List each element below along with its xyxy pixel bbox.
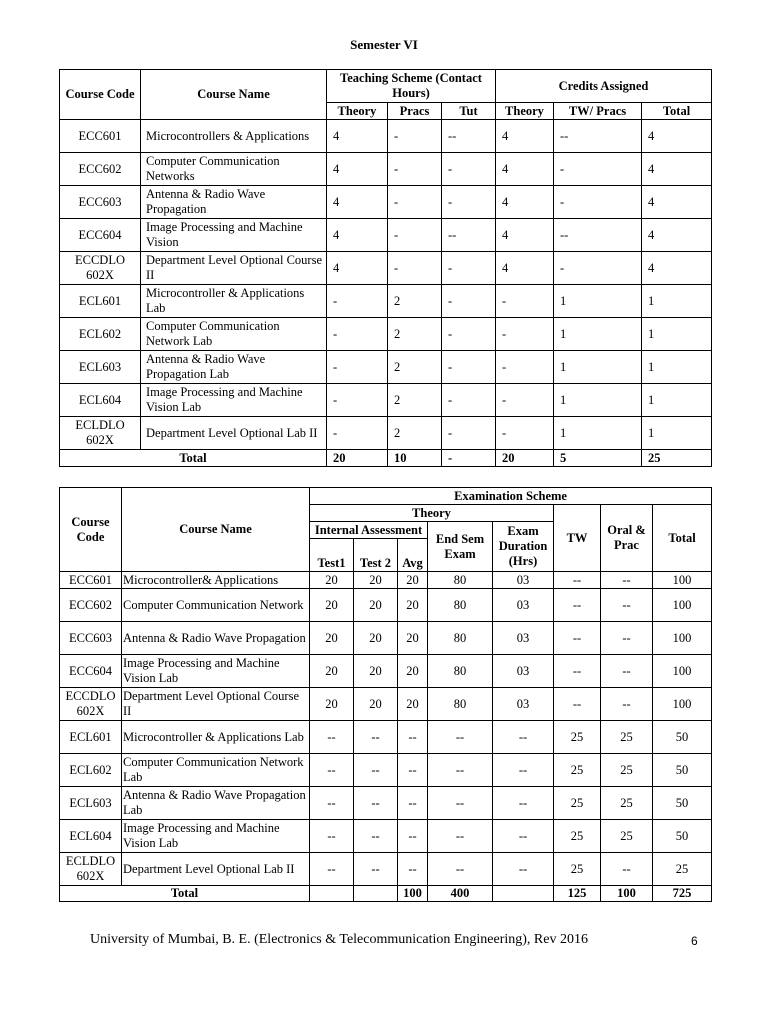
- theory-hours: -: [327, 285, 388, 318]
- oral-prac: --: [601, 655, 653, 688]
- test1: --: [310, 754, 354, 787]
- course-name: Antenna & Radio Wave Propagation: [141, 186, 327, 219]
- total: 50: [653, 721, 712, 754]
- total: 100: [653, 572, 712, 589]
- tw: 25: [554, 853, 601, 886]
- test1: --: [310, 721, 354, 754]
- credit-tw-pracs: 1: [554, 351, 642, 384]
- tut-hours: -: [442, 384, 496, 417]
- test2: --: [354, 721, 398, 754]
- course-code: ECC602: [60, 589, 122, 622]
- course-name: Microcontroller& Applications: [122, 572, 310, 589]
- header-tw-pracs: TW/ Pracs: [554, 103, 642, 120]
- tw: --: [554, 589, 601, 622]
- test1: --: [310, 853, 354, 886]
- credit-tw-pracs: --: [554, 120, 642, 153]
- table-row: [60, 622, 712, 655]
- course-code: ECC603: [60, 622, 122, 655]
- credit-tw-pracs: 1: [554, 384, 642, 417]
- credit-theory: -: [496, 285, 554, 318]
- table-row: [60, 820, 712, 853]
- total2-tw: 125: [554, 886, 601, 902]
- pracs-hours: 2: [388, 351, 442, 384]
- pracs-hours: -: [388, 252, 442, 285]
- credit-theory: 4: [496, 186, 554, 219]
- header-credits-assigned: Credits Assigned: [496, 70, 712, 103]
- credit-theory: -: [496, 384, 554, 417]
- oral-prac: 25: [601, 754, 653, 787]
- course-name: Department Level Optional Course II: [122, 688, 310, 721]
- exam-duration: 03: [493, 572, 554, 589]
- table-row: [60, 351, 712, 384]
- total-credit-total: 25: [642, 450, 712, 467]
- credit-tw-pracs: -: [554, 252, 642, 285]
- test1: 20: [310, 688, 354, 721]
- tut-hours: --: [442, 120, 496, 153]
- tut-hours: -: [442, 252, 496, 285]
- header2-course-code: Course Code: [60, 488, 122, 572]
- credit-total: 1: [642, 318, 712, 351]
- total-credit-theory: 20: [496, 450, 554, 467]
- theory-hours: -: [327, 384, 388, 417]
- table-total-row: [60, 450, 712, 467]
- header-teaching-scheme: Teaching Scheme (Contact Hours): [327, 70, 496, 103]
- test2: --: [354, 787, 398, 820]
- avg: 20: [398, 655, 428, 688]
- end-sem-exam: 80: [428, 655, 493, 688]
- total2-oral: 100: [601, 886, 653, 902]
- tut-hours: --: [442, 219, 496, 252]
- course-code: ECCDLO 602X: [60, 688, 122, 721]
- header-total: Total: [642, 103, 712, 120]
- table-row: [60, 384, 712, 417]
- table-row: [60, 417, 712, 450]
- test2: --: [354, 820, 398, 853]
- test1: --: [310, 787, 354, 820]
- course-name: Computer Communication Network Lab: [122, 754, 310, 787]
- header-credit-theory: Theory: [496, 103, 554, 120]
- header2-oral-prac: Oral & Prac: [601, 505, 653, 572]
- avg: --: [398, 820, 428, 853]
- avg: --: [398, 754, 428, 787]
- oral-prac: --: [601, 589, 653, 622]
- course-code: ECL604: [60, 384, 141, 417]
- header-course-code: Course Code: [60, 70, 141, 120]
- table-row: [60, 655, 712, 688]
- header2-tw: TW: [554, 505, 601, 572]
- course-code: ECC604: [60, 655, 122, 688]
- avg: --: [398, 721, 428, 754]
- tw: 25: [554, 820, 601, 853]
- end-sem-exam: --: [428, 721, 493, 754]
- header2-theory: Theory: [310, 505, 554, 522]
- page-number: 6: [691, 934, 698, 948]
- table-row: [60, 589, 712, 622]
- test2: --: [354, 754, 398, 787]
- credit-tw-pracs: -: [554, 153, 642, 186]
- avg: --: [398, 787, 428, 820]
- total: 100: [653, 589, 712, 622]
- oral-prac: --: [601, 688, 653, 721]
- pracs-hours: -: [388, 153, 442, 186]
- exam-duration: 03: [493, 688, 554, 721]
- table-row: [60, 721, 712, 754]
- pracs-hours: 2: [388, 417, 442, 450]
- total-pracs: 10: [388, 450, 442, 467]
- oral-prac: 25: [601, 721, 653, 754]
- course-code: ECC604: [60, 219, 141, 252]
- exam-duration: --: [493, 754, 554, 787]
- test1: 20: [310, 655, 354, 688]
- course-name: Microcontroller & Applications Lab: [141, 285, 327, 318]
- header2-end-sem: End Sem Exam: [428, 522, 493, 572]
- course-name: Computer Communication Network: [122, 589, 310, 622]
- avg: 20: [398, 688, 428, 721]
- credit-theory: 4: [496, 120, 554, 153]
- course-code: ECCDLO 602X: [60, 252, 141, 285]
- course-name: Computer Communication Networks: [141, 153, 327, 186]
- course-code: ECL601: [60, 285, 141, 318]
- theory-hours: 4: [327, 153, 388, 186]
- course-name: Image Processing and Machine Vision Lab: [122, 820, 310, 853]
- tut-hours: -: [442, 186, 496, 219]
- course-name: Image Processing and Machine Vision: [141, 219, 327, 252]
- header2-course-name: Course Name: [122, 488, 310, 572]
- table-row: [60, 688, 712, 721]
- test2: 20: [354, 688, 398, 721]
- course-name: Antenna & Radio Wave Propagation Lab: [141, 351, 327, 384]
- header2-test1: Test1: [310, 539, 354, 572]
- table-row: [60, 754, 712, 787]
- pracs-hours: 2: [388, 318, 442, 351]
- credit-total: 4: [642, 252, 712, 285]
- exam-duration: 03: [493, 622, 554, 655]
- course-name: Department Level Optional Lab II: [122, 853, 310, 886]
- tut-hours: -: [442, 318, 496, 351]
- credit-total: 1: [642, 351, 712, 384]
- header-tut: Tut: [442, 103, 496, 120]
- theory-hours: -: [327, 351, 388, 384]
- total: 25: [653, 853, 712, 886]
- table-row: [60, 219, 712, 252]
- tut-hours: -: [442, 417, 496, 450]
- tw: 25: [554, 721, 601, 754]
- total2-total: 725: [653, 886, 712, 902]
- end-sem-exam: 80: [428, 688, 493, 721]
- course-name: Antenna & Radio Wave Propagation Lab: [122, 787, 310, 820]
- credit-theory: -: [496, 351, 554, 384]
- table-row: [60, 186, 712, 219]
- header2-exam-duration: Exam Duration (Hrs): [493, 522, 554, 572]
- total2-duration: [493, 886, 554, 902]
- course-name: Department Level Optional Lab II: [141, 417, 327, 450]
- total2-label: Total: [60, 886, 310, 902]
- course-code: ECC601: [60, 572, 122, 589]
- course-name: Microcontroller & Applications Lab: [122, 721, 310, 754]
- credit-tw-pracs: -: [554, 186, 642, 219]
- total: 100: [653, 622, 712, 655]
- table-row: [60, 787, 712, 820]
- pracs-hours: 2: [388, 285, 442, 318]
- end-sem-exam: --: [428, 754, 493, 787]
- exam-duration: 03: [493, 655, 554, 688]
- header2-avg: Avg: [398, 539, 428, 572]
- total: 50: [653, 820, 712, 853]
- page-footer: University of Mumbai, B. E. (Electronics & Telecommunication Engineering), Rev 2016: [90, 932, 588, 947]
- pracs-hours: 2: [388, 384, 442, 417]
- table-row: [60, 318, 712, 351]
- pracs-hours: -: [388, 186, 442, 219]
- header2-internal: Internal Assessment: [310, 522, 428, 539]
- header-exam-scheme: Examination Scheme: [310, 488, 712, 505]
- table-row: [60, 853, 712, 886]
- theory-hours: 4: [327, 219, 388, 252]
- end-sem-exam: --: [428, 820, 493, 853]
- course-code: ECC602: [60, 153, 141, 186]
- credits-table: [59, 69, 712, 467]
- course-name: Image Processing and Machine Vision Lab: [141, 384, 327, 417]
- credit-tw-pracs: 1: [554, 417, 642, 450]
- oral-prac: --: [601, 572, 653, 589]
- course-code: ECL602: [60, 318, 141, 351]
- test2: 20: [354, 655, 398, 688]
- total2-avg: 100: [398, 886, 428, 902]
- credit-tw-pracs: --: [554, 219, 642, 252]
- table-row: [60, 252, 712, 285]
- exam-duration: --: [493, 721, 554, 754]
- total-tut: -: [442, 450, 496, 467]
- theory-hours: 4: [327, 186, 388, 219]
- header2-total: Total: [653, 505, 712, 572]
- test2: 20: [354, 572, 398, 589]
- total-label: Total: [60, 450, 327, 467]
- tut-hours: -: [442, 285, 496, 318]
- end-sem-exam: 80: [428, 622, 493, 655]
- test2: --: [354, 853, 398, 886]
- avg: 20: [398, 622, 428, 655]
- tw: 25: [554, 787, 601, 820]
- end-sem-exam: --: [428, 853, 493, 886]
- test2: 20: [354, 589, 398, 622]
- theory-hours: -: [327, 318, 388, 351]
- avg: 20: [398, 572, 428, 589]
- credit-total: 4: [642, 186, 712, 219]
- test1: 20: [310, 589, 354, 622]
- header-theory: Theory: [327, 103, 388, 120]
- credit-theory: 4: [496, 252, 554, 285]
- total2-test1: [310, 886, 354, 902]
- pracs-hours: -: [388, 120, 442, 153]
- credit-theory: 4: [496, 219, 554, 252]
- tw: --: [554, 622, 601, 655]
- credit-tw-pracs: 1: [554, 285, 642, 318]
- theory-hours: 4: [327, 120, 388, 153]
- credit-theory: -: [496, 417, 554, 450]
- credit-total: 1: [642, 285, 712, 318]
- credit-total: 4: [642, 120, 712, 153]
- table2-total-row: [60, 886, 712, 902]
- total-theory: 20: [327, 450, 388, 467]
- credit-total: 1: [642, 417, 712, 450]
- course-code: ECL604: [60, 820, 122, 853]
- course-code: ECL603: [60, 351, 141, 384]
- course-code: ECLDLO 602X: [60, 417, 141, 450]
- oral-prac: --: [601, 622, 653, 655]
- table-row: [60, 120, 712, 153]
- credit-total: 1: [642, 384, 712, 417]
- total: 100: [653, 688, 712, 721]
- avg: 20: [398, 589, 428, 622]
- course-code: ECL602: [60, 754, 122, 787]
- exam-duration: 03: [493, 589, 554, 622]
- header-course-name: Course Name: [141, 70, 327, 120]
- oral-prac: 25: [601, 820, 653, 853]
- tut-hours: -: [442, 153, 496, 186]
- course-code: ECL603: [60, 787, 122, 820]
- course-code: ECC601: [60, 120, 141, 153]
- test2: 20: [354, 622, 398, 655]
- course-code: ECC603: [60, 186, 141, 219]
- tw: --: [554, 655, 601, 688]
- end-sem-exam: 80: [428, 572, 493, 589]
- oral-prac: --: [601, 853, 653, 886]
- total2-end-sem: 400: [428, 886, 493, 902]
- page-title: Semester VI: [350, 37, 418, 52]
- header-pracs: Pracs: [388, 103, 442, 120]
- test1: 20: [310, 572, 354, 589]
- total-credit-tw: 5: [554, 450, 642, 467]
- exam-duration: --: [493, 787, 554, 820]
- table-row: [60, 285, 712, 318]
- header2-test2: Test 2: [354, 539, 398, 572]
- table-row: [60, 572, 712, 589]
- theory-hours: 4: [327, 252, 388, 285]
- course-code: ECL601: [60, 721, 122, 754]
- course-name: Microcontrollers & Applications: [141, 120, 327, 153]
- test1: --: [310, 820, 354, 853]
- tut-hours: -: [442, 351, 496, 384]
- credit-total: 4: [642, 219, 712, 252]
- credit-tw-pracs: 1: [554, 318, 642, 351]
- credit-total: 4: [642, 153, 712, 186]
- exam-duration: --: [493, 820, 554, 853]
- tw: --: [554, 688, 601, 721]
- theory-hours: -: [327, 417, 388, 450]
- tw: --: [554, 572, 601, 589]
- course-name: Image Processing and Machine Vision Lab: [122, 655, 310, 688]
- credit-theory: 4: [496, 153, 554, 186]
- oral-prac: 25: [601, 787, 653, 820]
- total: 50: [653, 754, 712, 787]
- credit-theory: -: [496, 318, 554, 351]
- avg: --: [398, 853, 428, 886]
- tw: 25: [554, 754, 601, 787]
- end-sem-exam: 80: [428, 589, 493, 622]
- pracs-hours: -: [388, 219, 442, 252]
- examination-table: [59, 487, 712, 902]
- course-code: ECLDLO 602X: [60, 853, 122, 886]
- total2-test2: [354, 886, 398, 902]
- exam-duration: --: [493, 853, 554, 886]
- table-row: [60, 153, 712, 186]
- test1: 20: [310, 622, 354, 655]
- end-sem-exam: --: [428, 787, 493, 820]
- course-name: Computer Communication Network Lab: [141, 318, 327, 351]
- course-name: Antenna & Radio Wave Propagation: [122, 622, 310, 655]
- total: 50: [653, 787, 712, 820]
- course-name: Department Level Optional Course II: [141, 252, 327, 285]
- total: 100: [653, 655, 712, 688]
